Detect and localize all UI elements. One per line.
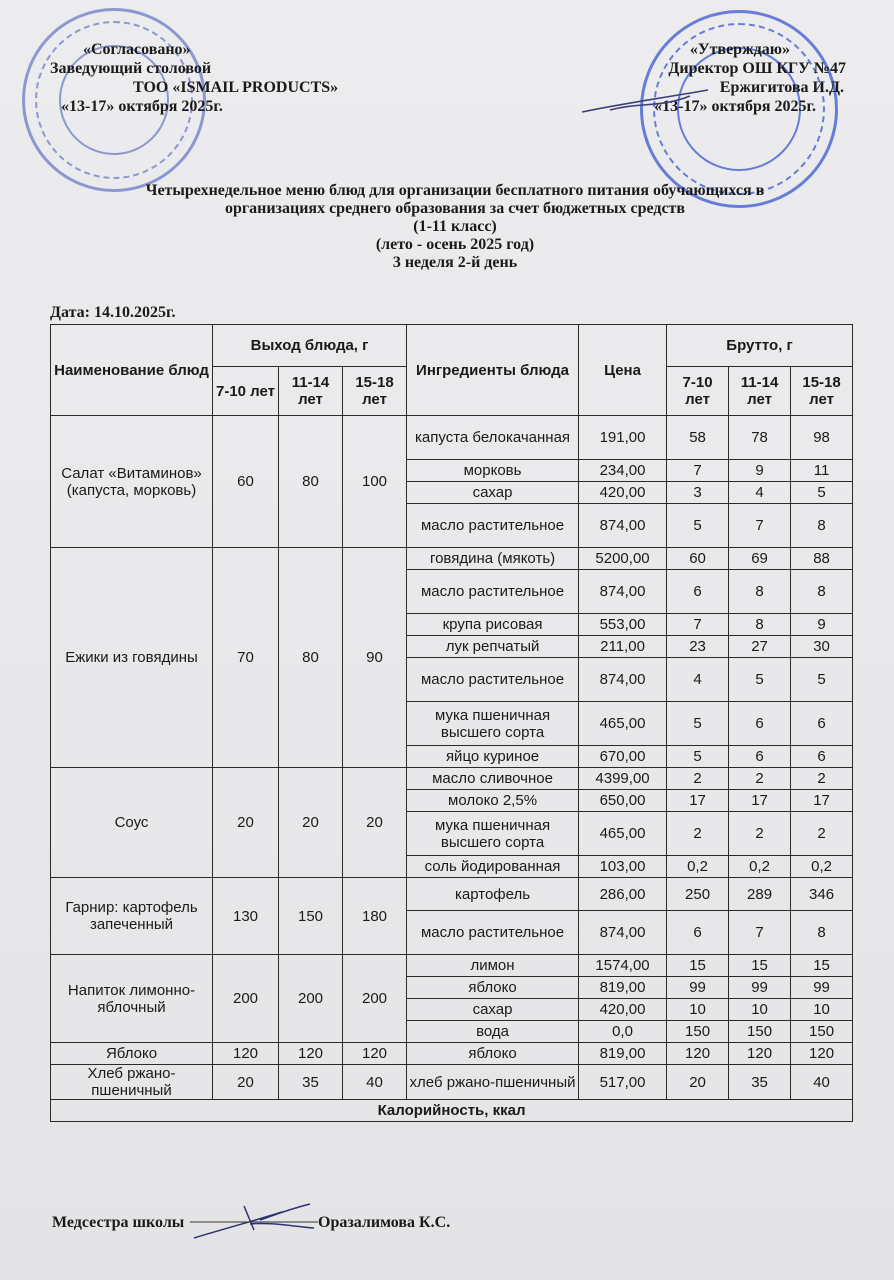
ingredient: яблоко (407, 977, 579, 999)
ingredient: морковь (407, 460, 579, 482)
output-7-10: 20 (213, 1065, 279, 1100)
ingredient: сахар (407, 999, 579, 1021)
director-signature-icon (580, 82, 710, 122)
ingredient: капуста белокачанная (407, 416, 579, 460)
gross-11-14: 7 (729, 504, 791, 548)
price: 465,00 (579, 812, 667, 856)
gross-7-10: 17 (667, 790, 729, 812)
gross-7-10: 60 (667, 548, 729, 570)
gross-11-14: 27 (729, 636, 791, 658)
header-gross: Брутто, г (667, 325, 853, 367)
ingredient: картофель (407, 878, 579, 911)
gross-15-18: 17 (791, 790, 853, 812)
gross-15-18: 6 (791, 746, 853, 768)
gross-7-10: 4 (667, 658, 729, 702)
dish-name: Хлеб ржано-пшеничный (51, 1065, 213, 1100)
header-dish: Наименование блюд (51, 325, 213, 416)
ingredient: масло растительное (407, 570, 579, 614)
title-line-1: Четырехнедельное меню блюд для организации бесплатного питания обучающихся в (145, 182, 765, 199)
price: 874,00 (579, 658, 667, 702)
gross-11-14: 35 (729, 1065, 791, 1100)
output-15-18: 20 (343, 768, 407, 878)
gross-11-14: 6 (729, 702, 791, 746)
gross-7-10: 23 (667, 636, 729, 658)
gross-15-18: 8 (791, 570, 853, 614)
price: 234,00 (579, 460, 667, 482)
header-output-age-7-10: 7-10 лет (213, 367, 279, 416)
agreement-block (50, 40, 338, 116)
approval-line-4: «13-17» октября 2025г. (654, 98, 816, 115)
price: 650,00 (579, 790, 667, 812)
gross-15-18: 5 (791, 658, 853, 702)
gross-15-18: 40 (791, 1065, 853, 1100)
price: 819,00 (579, 1043, 667, 1065)
gross-15-18: 10 (791, 999, 853, 1021)
gross-11-14: 17 (729, 790, 791, 812)
ingredient: сахар (407, 482, 579, 504)
gross-15-18: 9 (791, 614, 853, 636)
price: 670,00 (579, 746, 667, 768)
header-output-age-11-14: 11-14 лет (279, 367, 343, 416)
price: 5200,00 (579, 548, 667, 570)
header-price: Цена (579, 325, 667, 416)
nurse-label: Медсестра школы (52, 1214, 185, 1231)
ingredient: масло растительное (407, 911, 579, 955)
price: 517,00 (579, 1065, 667, 1100)
gross-7-10: 5 (667, 702, 729, 746)
output-11-14: 120 (279, 1043, 343, 1065)
ingredient: яблоко (407, 1043, 579, 1065)
nurse-signature-icon (190, 1200, 318, 1242)
menu-table (50, 324, 853, 1122)
ingredient: говядина (мякоть) (407, 548, 579, 570)
gross-7-10: 10 (667, 999, 729, 1021)
calorie-row-label: Калорийность, ккал (51, 1100, 853, 1122)
gross-15-18: 30 (791, 636, 853, 658)
output-7-10: 60 (213, 416, 279, 548)
gross-11-14: 8 (729, 570, 791, 614)
dish-name: Гарнир: картофель запеченный (51, 878, 213, 955)
title-line-2: организациях среднего образования за счет бюджетных средств (224, 200, 686, 217)
table-row (51, 878, 853, 911)
table-row (51, 768, 853, 790)
ingredient: соль йодированная (407, 856, 579, 878)
gross-11-14: 2 (729, 812, 791, 856)
gross-7-10: 2 (667, 812, 729, 856)
table-row (51, 548, 853, 570)
gross-15-18: 88 (791, 548, 853, 570)
title-line-3: (1-11 класс) (413, 218, 497, 235)
price: 286,00 (579, 878, 667, 911)
gross-11-14: 15 (729, 955, 791, 977)
agreement-line-1: «Согласовано» (83, 41, 191, 58)
approval-line-3: Ержигитова И.Д. (719, 79, 844, 96)
menu-table-body (51, 416, 853, 1100)
gross-7-10: 58 (667, 416, 729, 460)
price: 191,00 (579, 416, 667, 460)
gross-15-18: 6 (791, 702, 853, 746)
dish-name: Напиток лимонно-яблочный (51, 955, 213, 1043)
dish-name: Яблоко (51, 1043, 213, 1065)
gross-15-18: 8 (791, 504, 853, 548)
price: 465,00 (579, 702, 667, 746)
output-7-10: 20 (213, 768, 279, 878)
header-ingredients: Ингредиенты блюда (407, 325, 579, 416)
approval-line-1: «Утверждаю» (689, 41, 790, 58)
table-row (51, 416, 853, 460)
ingredient: яйцо куриное (407, 746, 579, 768)
gross-15-18: 120 (791, 1043, 853, 1065)
gross-7-10: 250 (667, 878, 729, 911)
output-7-10: 200 (213, 955, 279, 1043)
gross-11-14: 2 (729, 768, 791, 790)
ingredient: масло растительное (407, 658, 579, 702)
gross-7-10: 150 (667, 1021, 729, 1043)
output-7-10: 120 (213, 1043, 279, 1065)
gross-7-10: 7 (667, 614, 729, 636)
gross-15-18: 11 (791, 460, 853, 482)
gross-7-10: 3 (667, 482, 729, 504)
gross-7-10: 5 (667, 746, 729, 768)
ingredient: мука пшеничная высшего сорта (407, 812, 579, 856)
gross-7-10: 0,2 (667, 856, 729, 878)
output-7-10: 70 (213, 548, 279, 768)
price: 1574,00 (579, 955, 667, 977)
gross-11-14: 99 (729, 977, 791, 999)
gross-11-14: 4 (729, 482, 791, 504)
ingredient: вода (407, 1021, 579, 1043)
price: 420,00 (579, 482, 667, 504)
gross-15-18: 5 (791, 482, 853, 504)
ingredient: масло сливочное (407, 768, 579, 790)
dish-name: Ежики из говядины (51, 548, 213, 768)
gross-11-14: 289 (729, 878, 791, 911)
gross-11-14: 6 (729, 746, 791, 768)
dish-name: Соус (51, 768, 213, 878)
price: 420,00 (579, 999, 667, 1021)
header-gross-age-15-18: 15-18 лет (791, 367, 853, 416)
agreement-line-4: «13-17» октября 2025г. (61, 98, 223, 115)
ingredient: лук репчатый (407, 636, 579, 658)
gross-15-18: 2 (791, 768, 853, 790)
price: 819,00 (579, 977, 667, 999)
output-11-14: 150 (279, 878, 343, 955)
dish-name: Салат «Витаминов» (капуста, морковь) (51, 416, 213, 548)
gross-15-18: 98 (791, 416, 853, 460)
menu-title (60, 182, 850, 272)
table-row (51, 1043, 853, 1065)
gross-7-10: 20 (667, 1065, 729, 1100)
gross-11-14: 9 (729, 460, 791, 482)
gross-15-18: 8 (791, 911, 853, 955)
gross-11-14: 120 (729, 1043, 791, 1065)
header-gross-age-11-14: 11-14 лет (729, 367, 791, 416)
header-output: Выход блюда, г (213, 325, 407, 367)
nurse-signature-line (52, 1214, 451, 1232)
gross-15-18: 0,2 (791, 856, 853, 878)
output-15-18: 100 (343, 416, 407, 548)
title-line-5: 3 неделя 2-й день (392, 254, 518, 271)
agreement-line-2: Заведующий столовой (50, 60, 212, 77)
output-15-18: 120 (343, 1043, 407, 1065)
gross-15-18: 346 (791, 878, 853, 911)
price: 103,00 (579, 856, 667, 878)
title-line-4: (лето - осень 2025 год) (375, 236, 535, 253)
gross-7-10: 7 (667, 460, 729, 482)
gross-11-14: 78 (729, 416, 791, 460)
output-15-18: 40 (343, 1065, 407, 1100)
price: 211,00 (579, 636, 667, 658)
output-11-14: 80 (279, 548, 343, 768)
gross-7-10: 99 (667, 977, 729, 999)
gross-7-10: 6 (667, 570, 729, 614)
output-11-14: 80 (279, 416, 343, 548)
gross-11-14: 0,2 (729, 856, 791, 878)
price: 874,00 (579, 504, 667, 548)
gross-11-14: 7 (729, 911, 791, 955)
header-output-age-15-18: 15-18 лет (343, 367, 407, 416)
gross-15-18: 2 (791, 812, 853, 856)
price: 874,00 (579, 570, 667, 614)
gross-15-18: 99 (791, 977, 853, 999)
gross-11-14: 150 (729, 1021, 791, 1043)
gross-7-10: 5 (667, 504, 729, 548)
ingredient: мука пшеничная высшего сорта (407, 702, 579, 746)
output-15-18: 180 (343, 878, 407, 955)
ingredient: лимон (407, 955, 579, 977)
table-row (51, 955, 853, 977)
gross-7-10: 2 (667, 768, 729, 790)
gross-11-14: 8 (729, 614, 791, 636)
nurse-name: Оразалимова К.С. (318, 1214, 451, 1231)
output-7-10: 130 (213, 878, 279, 955)
gross-7-10: 120 (667, 1043, 729, 1065)
output-15-18: 200 (343, 955, 407, 1043)
approval-line-2: Директор ОШ КГУ №47 (668, 60, 846, 77)
gross-7-10: 15 (667, 955, 729, 977)
price: 0,0 (579, 1021, 667, 1043)
gross-7-10: 6 (667, 911, 729, 955)
gross-11-14: 69 (729, 548, 791, 570)
table-row (51, 1065, 853, 1100)
output-11-14: 200 (279, 955, 343, 1043)
gross-15-18: 15 (791, 955, 853, 977)
agreement-line-3: ТОО «ISMAIL PRODUCTS» (133, 79, 339, 96)
price: 4399,00 (579, 768, 667, 790)
menu-date: Дата: 14.10.2025г. (50, 304, 176, 321)
output-11-14: 35 (279, 1065, 343, 1100)
ingredient: молоко 2,5% (407, 790, 579, 812)
header-gross-age-7-10: 7-10 лет (667, 367, 729, 416)
gross-11-14: 10 (729, 999, 791, 1021)
output-15-18: 90 (343, 548, 407, 768)
gross-11-14: 5 (729, 658, 791, 702)
output-11-14: 20 (279, 768, 343, 878)
ingredient: крупа рисовая (407, 614, 579, 636)
ingredient: хлеб ржано-пшеничный (407, 1065, 579, 1100)
price: 553,00 (579, 614, 667, 636)
price: 874,00 (579, 911, 667, 955)
gross-15-18: 150 (791, 1021, 853, 1043)
ingredient: масло растительное (407, 504, 579, 548)
